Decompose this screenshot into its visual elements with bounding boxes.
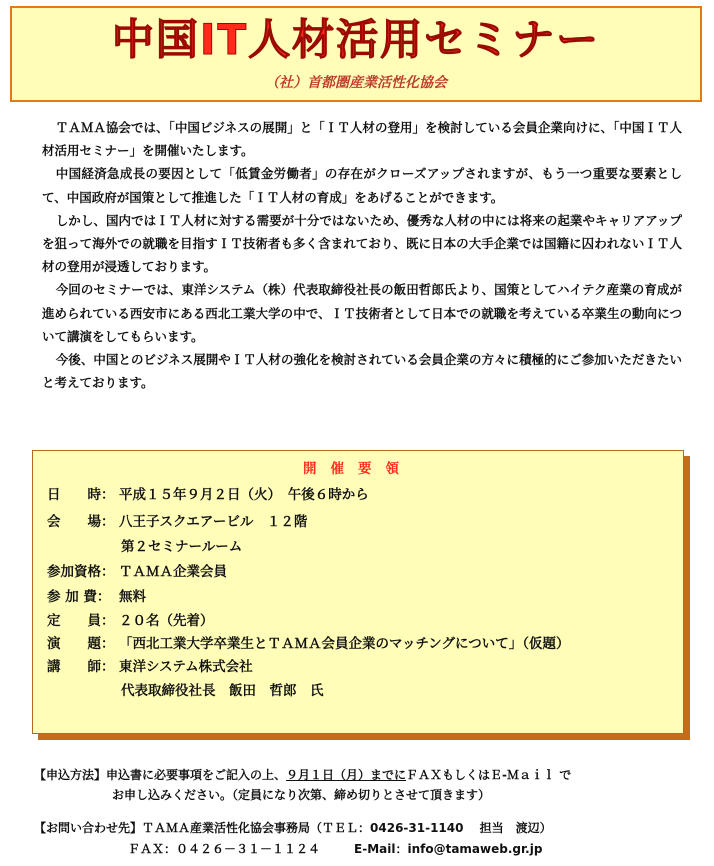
fee-value: 無料 bbox=[119, 589, 146, 605]
fee-row bbox=[47, 585, 146, 605]
paragraph: 中国経済急成長の要因として「低賃金労働者」の存在がクローズアップされますが、もう一つ重要な要素として、中国政府が国策として推進した「ＩＴ人材の育成」をあげることができます。 bbox=[42, 166, 682, 205]
venue-room: 第２セミナールーム bbox=[121, 539, 243, 555]
title-box bbox=[10, 6, 702, 102]
event-details-heading: 開催要領 bbox=[303, 461, 413, 477]
topic-row bbox=[47, 632, 570, 652]
apply-text: 申込書に必要事項をご記入の上、 bbox=[106, 768, 287, 782]
date-label: 日 時： bbox=[47, 487, 115, 503]
apply-method: ＦＡＸもしくはＥ-Ｍａｉｌ で bbox=[406, 768, 572, 782]
speaker-title: 代表取締役社長 飯田 哲郎 氏 bbox=[121, 683, 324, 699]
intro-text bbox=[42, 116, 682, 394]
date-row bbox=[47, 483, 369, 503]
apply-deadline: ９月１日（月）までに bbox=[286, 768, 407, 782]
paragraph: 今回のセミナーでは、東洋システム（株）代表取締役社長の飯田哲郎氏より、国策としてハイテク産業の育成が進められている西安市にある西北工業大学の中で、ＩＴ技術者として日本での就職を考えている卒業生の動向について講演をしてもらいます。 bbox=[42, 282, 682, 344]
apply-label: 【申込方法】 bbox=[34, 768, 107, 782]
venue-row bbox=[47, 510, 307, 530]
speaker-label: 講 師： bbox=[47, 659, 115, 675]
organizer-name: （社）首都圏産業活性化協会 bbox=[265, 75, 447, 91]
paragraph: しかし、国内ではＩＴ人材に対する需要が十分ではないため、優秀な人材の中には将来の起業やキャリアアップを狙って海外での就職を目指すＩＴ技術者も多く含まれており、既に日本の大手企業では国籍に囚われないＩＴ人材の登用が浸透しております。 bbox=[42, 212, 682, 275]
eligibility-label: 参加資格： bbox=[47, 564, 115, 580]
topic-value: 「西北工業大学卒業生とＴＡＭＡ会員企業のマッチングについて」（仮題） bbox=[119, 636, 570, 652]
application-row bbox=[34, 766, 571, 783]
contact-text: ＴＡＭＡ産業活性化協会事務局（ＴＥＬ：0426-31-1140 担当 渡辺） bbox=[142, 821, 552, 835]
eligibility-value: ＴＡＭＡ企業会員 bbox=[119, 564, 227, 580]
speaker-row bbox=[47, 655, 253, 675]
fee-label: 参 加 費： bbox=[47, 589, 111, 605]
fax-number: ＦＡＸ：０４２６－３１－１１２４ bbox=[128, 842, 321, 856]
email-address: E-Mail：info@tamaweb.gr.jp bbox=[354, 842, 543, 856]
eligibility-row bbox=[47, 560, 227, 580]
speaker-company: 東洋システム株式会社 bbox=[119, 659, 253, 675]
paragraph: ＴＡＭＡ協会では、「中国ビジネスの展開」と「ＩＴ人材の登用」を検討している会員企業向けに、「中国ＩＴ人材活用セミナー」を開催いたします。 bbox=[42, 120, 682, 159]
contact-fax-email bbox=[128, 840, 542, 857]
page-title: 中国IT人材活用セミナー bbox=[111, 15, 601, 64]
apply-note: お申し込みください。（定員になり次第、締め切りとさせて頂きます） bbox=[112, 788, 491, 802]
capacity-label: 定 員： bbox=[47, 613, 115, 629]
event-details-box bbox=[32, 450, 684, 734]
paragraph: 今後、中国とのビジネス展開やＩＴ人材の強化を検討されている会員企業の方々に積極的にご参加いただきたいと考えております。 bbox=[42, 352, 682, 391]
contact-row bbox=[34, 819, 552, 836]
capacity-row bbox=[47, 609, 214, 629]
capacity-value: ２０名（先着） bbox=[119, 613, 214, 629]
venue-label: 会 場： bbox=[47, 514, 115, 530]
contact-label: 【お問い合わせ先】 bbox=[34, 821, 143, 835]
date-value: 平成１５年９月２日（火） 午後６時から bbox=[119, 487, 369, 503]
topic-label: 演 題： bbox=[47, 636, 115, 652]
venue-value: 八王子スクエアービル １２階 bbox=[119, 514, 308, 530]
